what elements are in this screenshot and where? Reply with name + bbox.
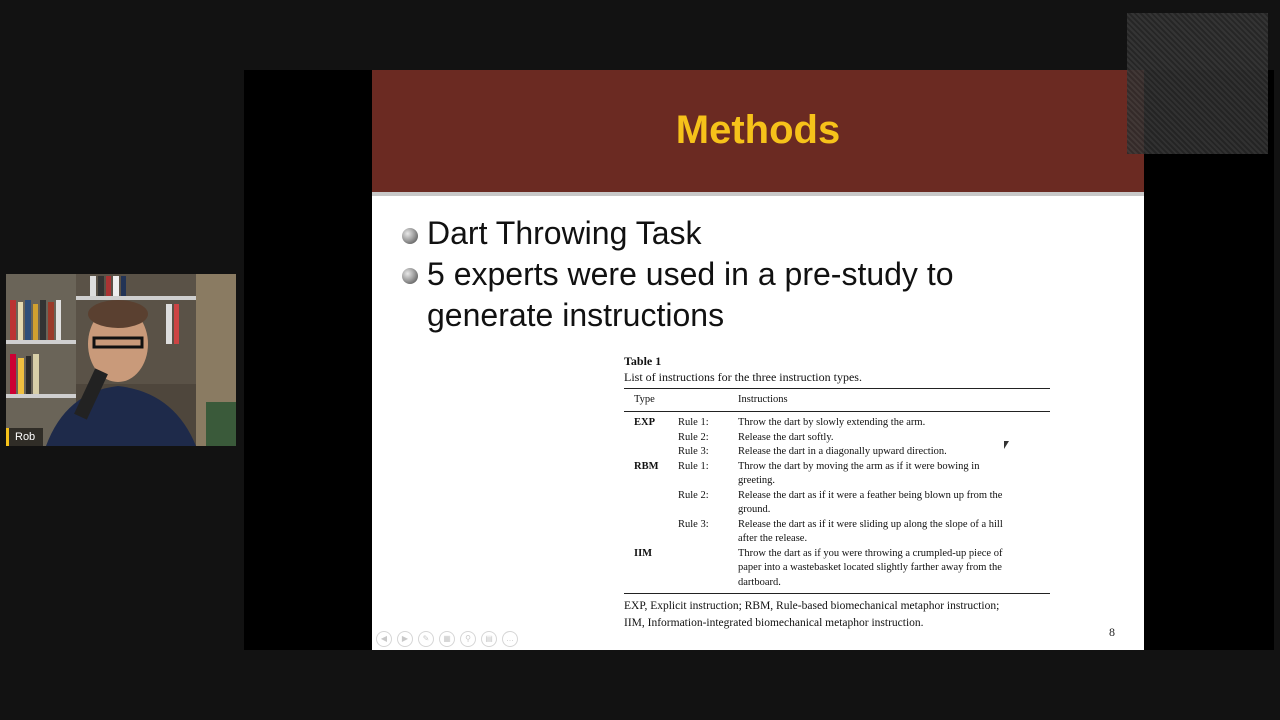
participant-name-label: Rob (6, 428, 43, 446)
table-header-row (624, 389, 1050, 411)
table-footnote (624, 594, 1050, 632)
footnote-line: IIM, Information-integrated biomechanical metaphor instruction. (624, 617, 924, 629)
header-type: Type (634, 394, 655, 405)
pen-icon[interactable]: ✎ (418, 631, 434, 647)
table-caption: Table 1 (624, 354, 662, 368)
row-instruction: Throw the dart by slowly extending the arm. (738, 417, 926, 428)
table-row (624, 431, 1050, 446)
bullet-text-1: Dart Throwing Task (427, 215, 702, 251)
table-row (624, 518, 1050, 547)
row-instruction (738, 518, 1048, 547)
table-body (624, 412, 1050, 593)
row-rule: Rule 3: (678, 446, 709, 457)
row-type: RBM (634, 460, 659, 472)
footnote-line: EXP, Explicit instruction; RBM, Rule-based biomechanical metaphor instruction; (624, 600, 1000, 612)
row-rule: Rule 3: (678, 518, 709, 530)
row-instruction: Release the dart in a diagonally upward direction. (738, 446, 947, 457)
instruction-table (624, 353, 1050, 632)
bullet-text-2-line-2: generate instructions (427, 297, 725, 333)
presentation-slide (372, 70, 1144, 650)
row-type: EXP (634, 417, 655, 428)
slide-number: 8 (1109, 625, 1115, 639)
instruction-line: after the release. (738, 533, 808, 544)
participant-video-tile[interactable] (6, 274, 236, 446)
row-rule: Rule 1: (678, 417, 709, 428)
instruction-line: ground. (738, 504, 771, 515)
instruction-line: Throw the dart by moving the arm as if it were bowing in (738, 460, 980, 472)
bullet-icon (402, 268, 418, 284)
slideshow-toolbar (376, 631, 518, 647)
instruction-line: Release the dart as if it were a feather being blown up from the (738, 489, 1003, 501)
table-row (624, 460, 1050, 489)
row-instruction (738, 489, 1048, 518)
prev-icon[interactable]: ◀ (376, 631, 392, 647)
more-icon[interactable]: … (502, 631, 518, 647)
row-rule: Rule 2: (678, 431, 709, 443)
table-row (624, 489, 1050, 518)
row-instruction: Release the dart softly. (738, 431, 834, 443)
next-icon[interactable]: ▶ (397, 631, 413, 647)
row-type: IIM (634, 547, 653, 559)
zoom-icon[interactable]: ⚲ (460, 631, 476, 647)
bullet-icon (402, 228, 418, 244)
participant-video (6, 274, 236, 446)
mouse-cursor-icon (1004, 441, 1009, 449)
row-rule: Rule 2: (678, 489, 709, 501)
subtitles-icon[interactable]: ▤ (481, 631, 497, 647)
instruction-line: Release the dart as if it were sliding up along the slope of a hill (738, 518, 1003, 530)
bullet-text-2-line-1: 5 experts were used in a pre-study to (427, 256, 954, 292)
table-row (624, 445, 1050, 460)
header-instructions: Instructions (738, 394, 788, 405)
header-divider (372, 192, 1144, 196)
row-instruction (738, 547, 1048, 591)
row-rule: Rule 1: (678, 460, 709, 472)
instruction-line: dartboard. (738, 576, 781, 588)
slides-icon[interactable]: ▦ (439, 631, 455, 647)
table-row (624, 547, 1050, 591)
slide-title: Methods (675, 108, 841, 152)
table-subcaption: List of instructions for the three instruction types. (624, 370, 862, 384)
instruction-line: paper into a wastebasket located slightly farther away from the (738, 562, 1002, 573)
instruction-line: Throw the dart as if you were throwing a crumpled-up piece of (738, 547, 1003, 559)
row-instruction (738, 460, 1048, 489)
self-view-video[interactable] (1127, 13, 1268, 154)
instruction-line: greeting. (738, 475, 776, 486)
table-row (624, 416, 1050, 431)
